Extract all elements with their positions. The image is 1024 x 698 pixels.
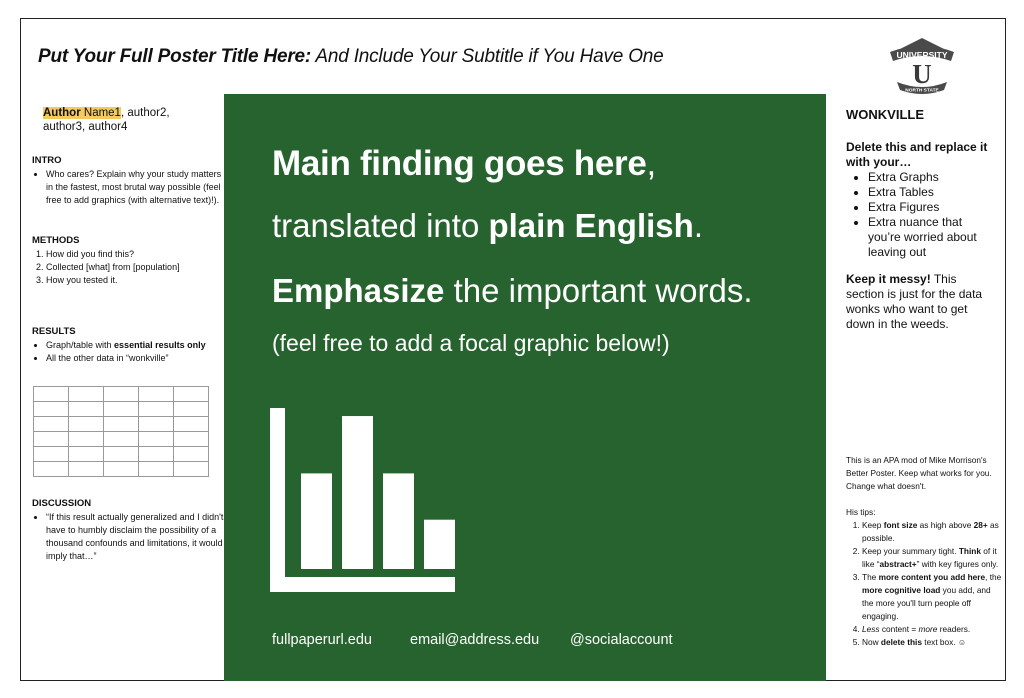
bar-4 xyxy=(424,520,455,569)
paper-url-link[interactable]: fullpaperurl.edu xyxy=(272,632,372,648)
main-finding-bold: Main finding goes here xyxy=(272,144,647,183)
tip-text: of it like “ xyxy=(862,546,997,569)
tip-item xyxy=(862,636,1004,649)
tip-italic: Less xyxy=(862,624,880,634)
tip-item xyxy=(862,623,1004,636)
bar-2 xyxy=(342,416,373,569)
methods-section xyxy=(32,234,224,287)
tip-bold: 28+ xyxy=(973,520,988,530)
results-item-bold: essential results only xyxy=(114,340,206,350)
tip-item xyxy=(862,519,1004,545)
emphasize-bold: Emphasize xyxy=(272,272,445,309)
tip-text: Now xyxy=(862,637,881,647)
author-highlight xyxy=(43,107,121,119)
title-bold: Put Your Full Poster Title Here: xyxy=(38,46,312,67)
tip-text: The xyxy=(862,572,879,582)
keep-it-messy xyxy=(846,272,996,332)
tip-bold: delete this xyxy=(880,637,922,647)
wonkville-item: • Extra Graphs xyxy=(868,170,996,185)
tip-text: content = xyxy=(879,624,919,634)
plain-english-bold: plain English xyxy=(488,207,694,244)
author-first-name: Name1 xyxy=(80,107,121,119)
wonkville-item: • Extra Tables xyxy=(868,185,996,200)
bar-1 xyxy=(301,473,332,569)
methods-item: 3. How you tested it. xyxy=(46,274,224,287)
tip-text: Keep your summary tight. xyxy=(862,546,959,556)
results-item-text: Graph/table with xyxy=(46,340,115,350)
messy-bold: Keep it messy! xyxy=(846,272,931,286)
plain-english-post: . xyxy=(693,207,703,244)
tips-heading: His tips: xyxy=(846,507,876,517)
tip-text: you add, and the more you'll turn people off engaging. xyxy=(862,585,991,621)
focal-graphic-hint: (feel free to add a focal graphic below!) xyxy=(272,330,670,356)
university-logo xyxy=(884,30,960,98)
wonkville-item: • Extra Figures xyxy=(868,200,996,215)
y-axis xyxy=(270,408,285,592)
wonkville-item: • Extra nuance that you’re worried about leaving out xyxy=(868,215,996,260)
logo-text-bottom: NORTH STATE xyxy=(905,88,939,94)
results-heading: RESULTS xyxy=(32,326,76,337)
social-account-link[interactable]: @socialaccount xyxy=(570,632,673,648)
tip-text: text box. ☺ xyxy=(921,637,967,647)
email-link[interactable]: email@address.edu xyxy=(410,632,540,648)
tip-bold: more cognitive load xyxy=(862,585,941,595)
results-item: • All the other data in “wonkville” xyxy=(46,352,224,365)
discussion-item: • “If this result actually generalized and I didn't have to humbly disclaim the possibility of a thousand confounds and limitations, it would imply that…” xyxy=(46,511,224,563)
author-rest: , author2, author3, author4 xyxy=(43,107,170,133)
tip-text: as high above xyxy=(917,520,974,530)
methods-heading: METHODS xyxy=(32,235,80,246)
tip-italic: more xyxy=(918,624,938,634)
poster-title xyxy=(38,46,664,68)
author-list xyxy=(43,106,213,134)
intro-section xyxy=(32,154,224,207)
intro-item: • Who cares? Explain why your study matters in the fastest, most brutal way possible (feel free to add graphics (with alternative text)!). xyxy=(46,168,224,207)
apa-paragraph: This is an APA mod of Mike Morrison's Better Poster. Keep what works for you. Change what doesn't. xyxy=(846,455,992,491)
tip-bold: more content you add here xyxy=(878,572,986,582)
tip-text: , the xyxy=(985,572,1002,582)
intro-heading: INTRO xyxy=(32,155,62,166)
main-finding-line xyxy=(272,144,656,184)
tip-item xyxy=(862,545,1004,571)
methods-item: 1. How did you find this? xyxy=(46,248,224,261)
discussion-section xyxy=(32,497,224,563)
tip-bold: abstract+ xyxy=(879,559,917,569)
tip-text: as possible. xyxy=(862,520,999,543)
results-table xyxy=(33,386,209,477)
author-first-word: Author xyxy=(43,107,81,119)
main-finding-punct: , xyxy=(646,144,656,183)
wonkville-intro: Delete this and replace it with your… xyxy=(846,140,988,169)
results-section xyxy=(32,325,224,365)
methods-item: 2. Collected [what] from [population] xyxy=(46,261,224,274)
results-item xyxy=(46,339,224,352)
tip-item xyxy=(862,571,1004,623)
plain-english-line xyxy=(272,207,703,245)
logo-text-top: UNIVERSITY xyxy=(896,50,948,60)
main-finding-panel xyxy=(224,94,826,681)
emphasize-rest: the important words. xyxy=(444,272,753,309)
plain-english-pre: translated into xyxy=(272,207,489,244)
tip-text: readers. xyxy=(937,624,971,634)
wonkville-heading: WONKVILLE xyxy=(846,107,924,122)
bar-3 xyxy=(383,473,414,569)
title-subtitle: And Include Your Subtitle if You Have One xyxy=(311,46,664,67)
tip-text: ” with key figures only. xyxy=(916,559,999,569)
tip-bold: font size xyxy=(883,520,918,530)
focal-bar-chart xyxy=(268,404,463,594)
x-axis xyxy=(270,577,455,592)
tip-text: Keep xyxy=(862,520,884,530)
apa-tips-box xyxy=(846,454,1004,649)
logo-letter: U xyxy=(912,59,932,89)
emphasize-line xyxy=(272,272,753,310)
discussion-heading: DISCUSSION xyxy=(32,498,92,509)
tip-bold: Think xyxy=(958,546,981,556)
wonkville-extras xyxy=(846,140,996,260)
messy-rest: This section is just for the data wonks who want to get down in the weeds. xyxy=(846,272,983,331)
